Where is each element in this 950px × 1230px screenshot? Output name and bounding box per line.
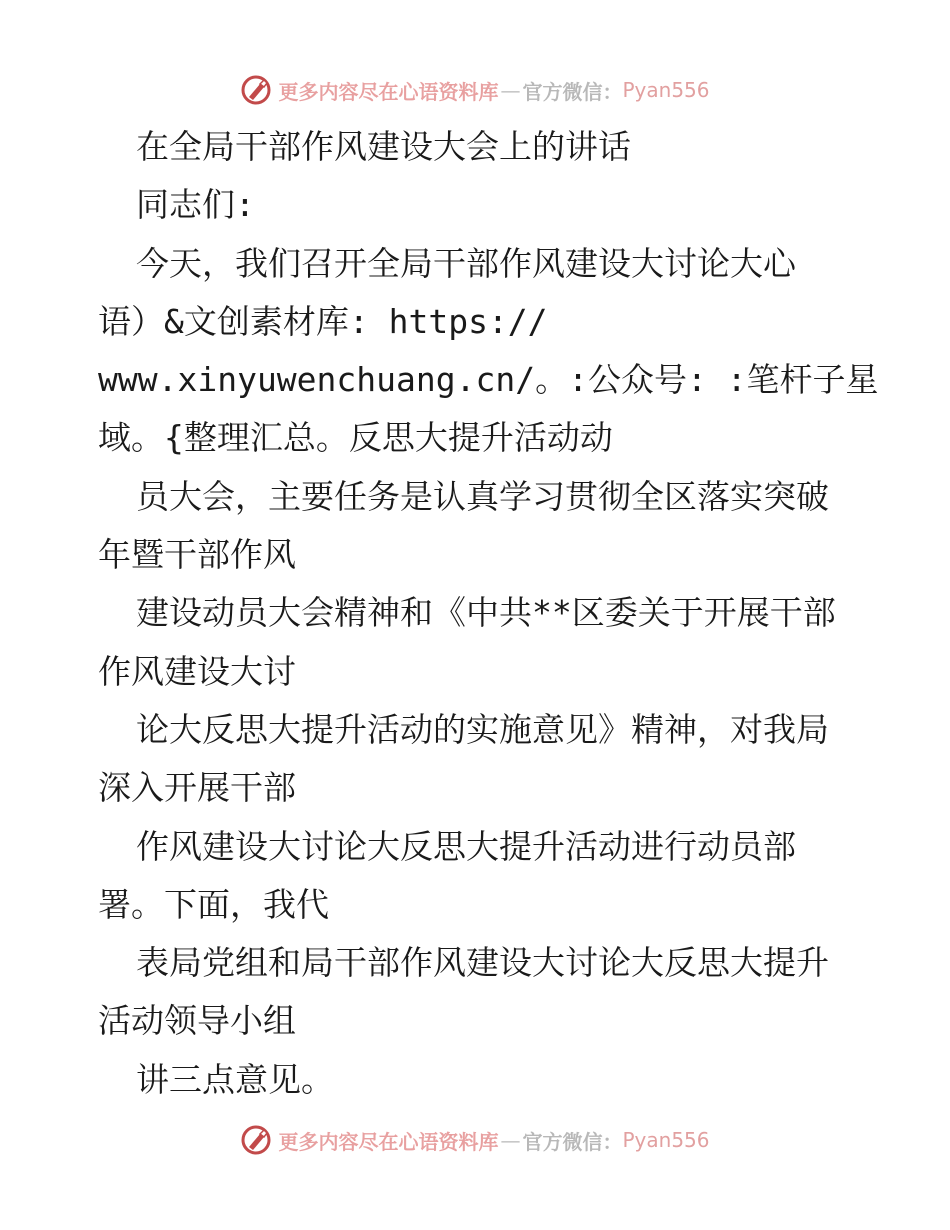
document-line: 作风建设大讨论大反思大提升活动进行动员部: [136, 826, 796, 866]
document-line: 域。{整理汇总。反思大提升活动动: [98, 418, 613, 458]
document-line: 活动领导小组: [98, 1001, 296, 1041]
document-line: 建设动员大会精神和《中共**区委关于开展干部: [136, 593, 836, 633]
pen-logo-icon: [240, 1124, 272, 1156]
document-line: 年暨干部作风: [98, 535, 296, 575]
banner-wechat-id: Pyan556: [622, 1128, 710, 1152]
footer-watermark: [0, 1120, 950, 1160]
document-line: 表局党组和局干部作风建设大讨论大反思大提升: [136, 943, 829, 983]
banner-separator: —: [500, 78, 521, 102]
document-line: 作风建设大讨: [98, 651, 296, 691]
document-line: 署。下面，我代: [98, 884, 329, 924]
banner-main-text: 更多内容尽在心语资料库: [278, 1129, 499, 1154]
document-body: [98, 118, 879, 1109]
document-line: 同志们:: [136, 185, 255, 225]
pen-logo-icon: [240, 74, 272, 106]
document-line: www.xinyuwenchuang.cn/。:公众号: :笔杆子星: [98, 360, 879, 400]
document-line: 语）&文创素材库: https://: [98, 301, 548, 341]
banner-main-text: 更多内容尽在心语资料库: [278, 79, 499, 104]
header-watermark: [0, 70, 950, 110]
document-line: 今天，我们召开全局干部作风建设大讨论大心: [136, 243, 796, 283]
document-line: 讲三点意见。: [136, 1059, 334, 1099]
document-line: 员大会，主要任务是认真学习贯彻全区落实突破: [136, 476, 829, 516]
banner-separator: —: [500, 1128, 521, 1152]
banner-label: 官方微信：: [522, 79, 623, 104]
banner-wechat-id: Pyan556: [622, 78, 710, 102]
document-line: 深入开展干部: [98, 768, 296, 808]
banner-label: 官方微信：: [522, 1129, 623, 1154]
document-line: 在全局干部作风建设大会上的讲话: [136, 127, 631, 166]
document-line: 论大反思大提升活动的实施意见》精神，对我局: [136, 709, 829, 749]
